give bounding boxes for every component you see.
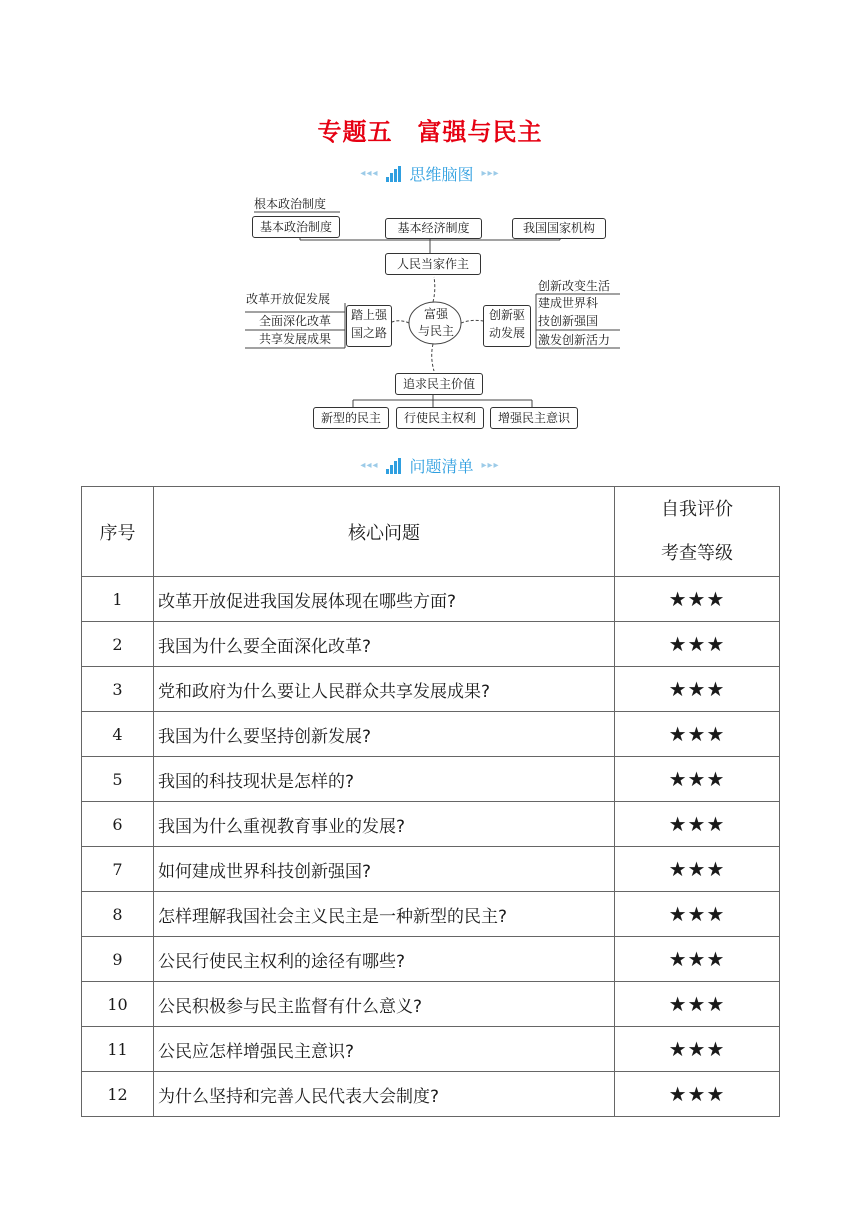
map-item-deepen-reform: 全面深化改革 (259, 314, 332, 328)
map-item-exercise-rights: 行使民主权利 (396, 407, 484, 429)
question-table (81, 486, 780, 1117)
row-stars: ★★★ (615, 712, 780, 757)
map-item-new-democracy: 新型的民主 (313, 407, 389, 429)
row-stars: ★★★ (615, 802, 780, 847)
row-question: 改革开放促进我国发展体现在哪些方面? (154, 577, 615, 622)
table-row (82, 982, 780, 1027)
map-node-innovation-line2: 动发展 (488, 326, 525, 340)
table-row (82, 622, 780, 667)
right-arrow-dots-icon: ▸▸▸ (481, 168, 500, 179)
map-node-people-as-masters: 人民当家作主 (385, 253, 481, 275)
row-question: 怎样理解我国社会主义民主是一种新型的民主? (154, 892, 615, 937)
page-title: 专题五 富强与民主 (317, 118, 543, 146)
row-question: 我国为什么要坚持创新发展? (154, 712, 615, 757)
table-row (82, 892, 780, 937)
row-stars: ★★★ (615, 757, 780, 802)
table-row (82, 1072, 780, 1117)
row-question: 我国为什么重视教育事业的发展? (154, 802, 615, 847)
map-item-innovation-changes-life: 创新改变生活 (538, 279, 611, 293)
left-arrow-dots-icon: ◂◂◂ (360, 168, 379, 179)
row-number: 1 (82, 577, 154, 622)
map-center-line1: 富强 (423, 307, 448, 321)
table-row (82, 802, 780, 847)
map-node-innovation-line1: 创新驱 (488, 308, 525, 322)
row-stars: ★★★ (615, 1072, 780, 1117)
row-question: 我国为什么要全面深化改革? (154, 622, 615, 667)
map-item-state-institutions: 我国国家机构 (512, 218, 606, 239)
row-number: 9 (82, 937, 154, 982)
row-number: 12 (82, 1072, 154, 1117)
map-center-line2: 与民主 (417, 324, 454, 338)
row-number: 4 (82, 712, 154, 757)
question-list-heading (0, 454, 860, 477)
header-eval-line1: 自我评价 (661, 498, 733, 520)
bar-chart-icon (386, 458, 401, 474)
map-item-basic-political-system: 基本政治制度 (252, 216, 340, 238)
row-stars: ★★★ (615, 622, 780, 667)
row-stars: ★★★ (615, 1027, 780, 1072)
row-question: 公民应怎样增强民主意识? (154, 1027, 615, 1072)
row-number: 6 (82, 802, 154, 847)
map-node-road-to-power (346, 305, 392, 347)
row-number: 7 (82, 847, 154, 892)
row-question: 公民积极参与民主监督有什么意义? (154, 982, 615, 1027)
map-node-pursue-democracy: 追求民主价值 (395, 373, 483, 395)
table-row (82, 577, 780, 622)
table-row (82, 667, 780, 712)
header-eval-line2: 考查等级 (661, 542, 733, 564)
row-number: 11 (82, 1027, 154, 1072)
row-question: 我国的科技现状是怎样的? (154, 757, 615, 802)
map-node-road-to-power-line1: 踏上强 (350, 308, 387, 322)
question-list-heading-text: 问题清单 (409, 457, 474, 476)
row-stars: ★★★ (615, 667, 780, 712)
mind-map (240, 195, 630, 435)
right-arrow-dots-icon: ▸▸▸ (481, 460, 500, 471)
row-stars: ★★★ (615, 982, 780, 1027)
bar-chart-icon (386, 166, 401, 182)
row-number: 5 (82, 757, 154, 802)
mind-map-heading (0, 162, 860, 185)
row-number: 10 (82, 982, 154, 1027)
row-number: 8 (82, 892, 154, 937)
map-item-reform-opening: 改革开放促发展 (246, 292, 331, 306)
map-item-stimulate-innovation: 激发创新活力 (538, 333, 611, 347)
table-row (82, 712, 780, 757)
map-item-share-outcomes: 共享发展成果 (259, 332, 332, 346)
table-row (82, 757, 780, 802)
map-item-root-political-system: 根本政治制度 (254, 197, 327, 211)
header-number: 序号 (82, 487, 154, 577)
map-item-democratic-awareness: 增强民主意识 (490, 407, 578, 429)
row-question: 公民行使民主权利的途径有哪些? (154, 937, 615, 982)
row-number: 3 (82, 667, 154, 712)
map-node-innovation-driven (483, 305, 531, 347)
row-question: 如何建成世界科技创新强国? (154, 847, 615, 892)
row-stars: ★★★ (615, 577, 780, 622)
table-header-row (82, 487, 780, 577)
header-question: 核心问题 (154, 487, 615, 577)
row-number: 2 (82, 622, 154, 667)
map-item-build-world-sci-line1: 建成世界科 (538, 296, 599, 310)
row-stars: ★★★ (615, 892, 780, 937)
row-stars: ★★★ (615, 847, 780, 892)
mind-map-heading-text: 思维脑图 (409, 165, 474, 184)
map-item-basic-economic-system: 基本经济制度 (385, 218, 482, 239)
row-stars: ★★★ (615, 937, 780, 982)
table-row (82, 1027, 780, 1072)
row-question: 党和政府为什么要让人民群众共享发展成果? (154, 667, 615, 712)
row-question: 为什么坚持和完善人民代表大会制度? (154, 1072, 615, 1117)
left-arrow-dots-icon: ◂◂◂ (360, 460, 379, 471)
table-row (82, 937, 780, 982)
header-evaluation (615, 487, 780, 577)
map-node-road-to-power-line2: 国之路 (350, 326, 387, 340)
table-row (82, 847, 780, 892)
map-item-build-world-sci-line2: 技创新强国 (538, 314, 599, 328)
